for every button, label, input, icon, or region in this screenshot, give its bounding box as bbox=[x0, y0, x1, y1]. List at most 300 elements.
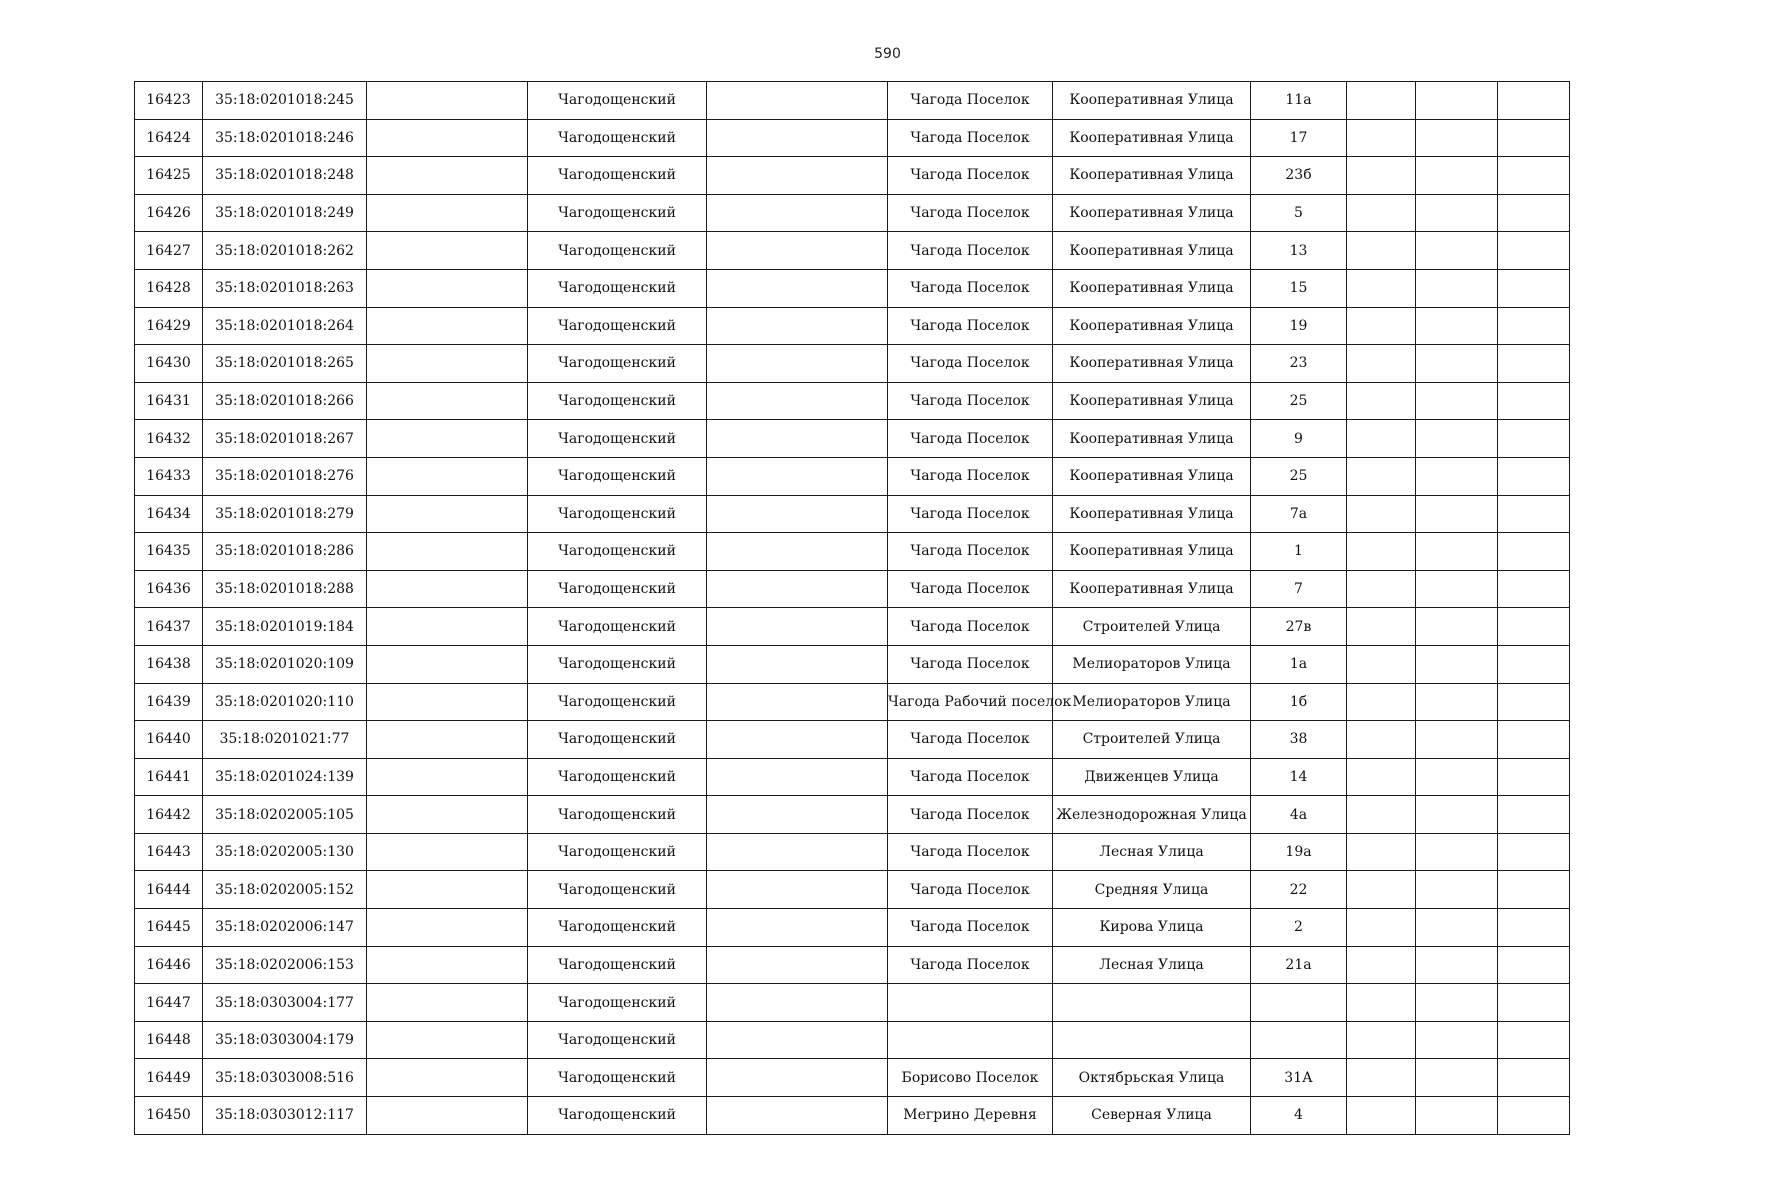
row-number-cell: 16439 bbox=[135, 683, 203, 721]
table-row bbox=[135, 984, 1570, 1022]
row-number-cell: 16423 bbox=[135, 82, 203, 120]
street-cell: Кооперативная Улица bbox=[1053, 420, 1251, 458]
street-cell: Кооперативная Улица bbox=[1053, 457, 1251, 495]
district-cell: Чагодощенский bbox=[528, 946, 707, 984]
empty-cell bbox=[707, 909, 888, 947]
cadastral-number-cell: 35:18:0201018:246 bbox=[203, 119, 367, 157]
empty-cell bbox=[1498, 909, 1570, 947]
row-number-cell: 16448 bbox=[135, 1021, 203, 1059]
row-number-cell: 16438 bbox=[135, 645, 203, 683]
street-cell: Кооперативная Улица bbox=[1053, 345, 1251, 383]
row-number-cell: 16432 bbox=[135, 420, 203, 458]
empty-cell bbox=[1347, 1059, 1416, 1097]
empty-cell bbox=[367, 345, 528, 383]
empty-cell bbox=[707, 119, 888, 157]
empty-cell bbox=[1498, 345, 1570, 383]
row-number-cell: 16444 bbox=[135, 871, 203, 909]
empty-cell bbox=[1416, 495, 1498, 533]
empty-cell bbox=[1416, 984, 1498, 1022]
row-number-cell: 16426 bbox=[135, 194, 203, 232]
district-cell: Чагодощенский bbox=[528, 909, 707, 947]
empty-cell bbox=[1416, 1097, 1498, 1135]
empty-cell bbox=[367, 495, 528, 533]
table-row bbox=[135, 495, 1570, 533]
empty-cell bbox=[1498, 1021, 1570, 1059]
row-number-cell: 16424 bbox=[135, 119, 203, 157]
settlement-cell: Чагода Поселок bbox=[888, 420, 1053, 458]
empty-cell bbox=[367, 457, 528, 495]
street-cell: Кооперативная Улица bbox=[1053, 307, 1251, 345]
district-cell: Чагодощенский bbox=[528, 871, 707, 909]
empty-cell bbox=[1498, 608, 1570, 646]
page-number: 590 bbox=[874, 46, 901, 62]
empty-cell bbox=[1347, 420, 1416, 458]
empty-cell bbox=[1416, 194, 1498, 232]
district-cell: Чагодощенский bbox=[528, 984, 707, 1022]
cadastral-number-cell: 35:18:0201018:248 bbox=[203, 157, 367, 195]
empty-cell bbox=[1347, 796, 1416, 834]
cadastral-number-cell: 35:18:0201024:139 bbox=[203, 758, 367, 796]
empty-cell bbox=[1347, 495, 1416, 533]
empty-cell bbox=[707, 1021, 888, 1059]
district-cell: Чагодощенский bbox=[528, 82, 707, 120]
empty-cell bbox=[707, 758, 888, 796]
empty-cell bbox=[367, 871, 528, 909]
row-number-cell: 16441 bbox=[135, 758, 203, 796]
street-cell: Кооперативная Улица bbox=[1053, 157, 1251, 195]
empty-cell bbox=[1498, 420, 1570, 458]
district-cell: Чагодощенский bbox=[528, 157, 707, 195]
row-number-cell: 16433 bbox=[135, 457, 203, 495]
row-number-cell: 16447 bbox=[135, 984, 203, 1022]
empty-cell bbox=[1347, 382, 1416, 420]
empty-cell bbox=[707, 157, 888, 195]
settlement-cell: Чагода Поселок bbox=[888, 269, 1053, 307]
empty-cell bbox=[1416, 82, 1498, 120]
settlement-cell: Чагода Поселок bbox=[888, 82, 1053, 120]
empty-cell bbox=[1498, 307, 1570, 345]
empty-cell bbox=[707, 420, 888, 458]
empty-cell bbox=[707, 82, 888, 120]
settlement-cell: Чагода Поселок bbox=[888, 946, 1053, 984]
street-cell: Строителей Улица bbox=[1053, 721, 1251, 759]
empty-cell bbox=[1498, 984, 1570, 1022]
empty-cell bbox=[1347, 457, 1416, 495]
district-cell: Чагодощенский bbox=[528, 232, 707, 270]
house-number-cell bbox=[1251, 984, 1347, 1022]
empty-cell bbox=[1347, 307, 1416, 345]
table-row bbox=[135, 269, 1570, 307]
district-cell: Чагодощенский bbox=[528, 269, 707, 307]
table-row bbox=[135, 645, 1570, 683]
empty-cell bbox=[707, 1059, 888, 1097]
empty-cell bbox=[1347, 608, 1416, 646]
empty-cell bbox=[1416, 796, 1498, 834]
cadastral-number-cell: 35:18:0201018:263 bbox=[203, 269, 367, 307]
street-cell: Октябрьская Улица bbox=[1053, 1059, 1251, 1097]
empty-cell bbox=[1498, 796, 1570, 834]
empty-cell bbox=[707, 645, 888, 683]
empty-cell bbox=[1347, 721, 1416, 759]
cadastral-number-cell: 35:18:0201018:286 bbox=[203, 533, 367, 571]
cadastral-number-cell: 35:18:0201019:184 bbox=[203, 608, 367, 646]
registry-body bbox=[135, 82, 1570, 1135]
street-cell: Лесная Улица bbox=[1053, 833, 1251, 871]
empty-cell bbox=[707, 232, 888, 270]
empty-cell bbox=[1498, 382, 1570, 420]
cadastral-number-cell: 35:18:0201018:265 bbox=[203, 345, 367, 383]
house-number-cell: 11а bbox=[1251, 82, 1347, 120]
table-row bbox=[135, 946, 1570, 984]
district-cell: Чагодощенский bbox=[528, 683, 707, 721]
row-number-cell: 16440 bbox=[135, 721, 203, 759]
cadastral-number-cell: 35:18:0202006:153 bbox=[203, 946, 367, 984]
empty-cell bbox=[1498, 871, 1570, 909]
empty-cell bbox=[367, 645, 528, 683]
empty-cell bbox=[1498, 645, 1570, 683]
house-number-cell: 7а bbox=[1251, 495, 1347, 533]
house-number-cell: 25 bbox=[1251, 382, 1347, 420]
table-row bbox=[135, 157, 1570, 195]
empty-cell bbox=[367, 570, 528, 608]
empty-cell bbox=[707, 495, 888, 533]
table-row bbox=[135, 1097, 1570, 1135]
empty-cell bbox=[1347, 645, 1416, 683]
settlement-cell: Чагода Поселок bbox=[888, 533, 1053, 571]
empty-cell bbox=[1416, 683, 1498, 721]
table-row bbox=[135, 608, 1570, 646]
table-row bbox=[135, 1059, 1570, 1097]
cadastral-number-cell: 35:18:0202005:152 bbox=[203, 871, 367, 909]
cadastral-number-cell: 35:18:0202005:130 bbox=[203, 833, 367, 871]
house-number-cell: 7 bbox=[1251, 570, 1347, 608]
settlement-cell: Чагода Поселок bbox=[888, 382, 1053, 420]
empty-cell bbox=[1416, 345, 1498, 383]
table-row bbox=[135, 871, 1570, 909]
row-number-cell: 16431 bbox=[135, 382, 203, 420]
table-row bbox=[135, 382, 1570, 420]
empty-cell bbox=[1347, 119, 1416, 157]
street-cell bbox=[1053, 1021, 1251, 1059]
district-cell: Чагодощенский bbox=[528, 533, 707, 571]
empty-cell bbox=[1347, 871, 1416, 909]
district-cell: Чагодощенский bbox=[528, 645, 707, 683]
empty-cell bbox=[1498, 119, 1570, 157]
house-number-cell: 2 bbox=[1251, 909, 1347, 947]
street-cell: Кооперативная Улица bbox=[1053, 269, 1251, 307]
empty-cell bbox=[1498, 457, 1570, 495]
street-cell: Кооперативная Улица bbox=[1053, 570, 1251, 608]
empty-cell bbox=[707, 269, 888, 307]
row-number-cell: 16446 bbox=[135, 946, 203, 984]
empty-cell bbox=[1498, 1059, 1570, 1097]
district-cell: Чагодощенский bbox=[528, 721, 707, 759]
house-number-cell: 27в bbox=[1251, 608, 1347, 646]
row-number-cell: 16450 bbox=[135, 1097, 203, 1135]
empty-cell bbox=[1416, 119, 1498, 157]
empty-cell bbox=[1347, 570, 1416, 608]
house-number-cell: 1 bbox=[1251, 533, 1347, 571]
table-row bbox=[135, 758, 1570, 796]
empty-cell bbox=[1416, 420, 1498, 458]
street-cell: Кооперативная Улица bbox=[1053, 232, 1251, 270]
table-row bbox=[135, 721, 1570, 759]
empty-cell bbox=[1498, 833, 1570, 871]
house-number-cell: 23б bbox=[1251, 157, 1347, 195]
house-number-cell: 14 bbox=[1251, 758, 1347, 796]
settlement-cell: Чагода Поселок bbox=[888, 721, 1053, 759]
empty-cell bbox=[707, 570, 888, 608]
settlement-cell: Чагода Поселок bbox=[888, 194, 1053, 232]
row-number-cell: 16435 bbox=[135, 533, 203, 571]
cadastral-number-cell: 35:18:0202005:105 bbox=[203, 796, 367, 834]
table-row bbox=[135, 82, 1570, 120]
table-row bbox=[135, 533, 1570, 571]
empty-cell bbox=[367, 984, 528, 1022]
empty-cell bbox=[1416, 307, 1498, 345]
empty-cell bbox=[367, 1021, 528, 1059]
house-number-cell: 21а bbox=[1251, 946, 1347, 984]
empty-cell bbox=[1498, 157, 1570, 195]
settlement-cell: Чагода Рабочий поселок bbox=[888, 683, 1053, 721]
cadastral-number-cell: 35:18:0303004:177 bbox=[203, 984, 367, 1022]
empty-cell bbox=[1347, 194, 1416, 232]
empty-cell bbox=[1347, 345, 1416, 383]
settlement-cell: Чагода Поселок bbox=[888, 345, 1053, 383]
cadastral-number-cell: 35:18:0201018:279 bbox=[203, 495, 367, 533]
empty-cell bbox=[367, 533, 528, 571]
table-row bbox=[135, 570, 1570, 608]
registry-table bbox=[134, 81, 1570, 1135]
district-cell: Чагодощенский bbox=[528, 1097, 707, 1135]
cadastral-number-cell: 35:18:0201018:249 bbox=[203, 194, 367, 232]
table-row bbox=[135, 194, 1570, 232]
district-cell: Чагодощенский bbox=[528, 382, 707, 420]
cadastral-number-cell: 35:18:0201018:262 bbox=[203, 232, 367, 270]
street-cell: Кооперативная Улица bbox=[1053, 82, 1251, 120]
empty-cell bbox=[707, 608, 888, 646]
empty-cell bbox=[367, 194, 528, 232]
house-number-cell bbox=[1251, 1021, 1347, 1059]
empty-cell bbox=[1347, 683, 1416, 721]
empty-cell bbox=[1498, 1097, 1570, 1135]
cadastral-number-cell: 35:18:0201018:245 bbox=[203, 82, 367, 120]
district-cell: Чагодощенский bbox=[528, 345, 707, 383]
settlement-cell: Чагода Поселок bbox=[888, 871, 1053, 909]
empty-cell bbox=[367, 608, 528, 646]
empty-cell bbox=[1416, 232, 1498, 270]
empty-cell bbox=[367, 833, 528, 871]
table-row bbox=[135, 345, 1570, 383]
district-cell: Чагодощенский bbox=[528, 1021, 707, 1059]
table-row bbox=[135, 232, 1570, 270]
house-number-cell: 1б bbox=[1251, 683, 1347, 721]
house-number-cell: 17 bbox=[1251, 119, 1347, 157]
cadastral-number-cell: 35:18:0201018:264 bbox=[203, 307, 367, 345]
row-number-cell: 16427 bbox=[135, 232, 203, 270]
cadastral-number-cell: 35:18:0202006:147 bbox=[203, 909, 367, 947]
empty-cell bbox=[707, 307, 888, 345]
street-cell: Мелиораторов Улица bbox=[1053, 683, 1251, 721]
district-cell: Чагодощенский bbox=[528, 833, 707, 871]
empty-cell bbox=[1347, 157, 1416, 195]
empty-cell bbox=[1498, 683, 1570, 721]
district-cell: Чагодощенский bbox=[528, 307, 707, 345]
cadastral-number-cell: 35:18:0201018:266 bbox=[203, 382, 367, 420]
settlement-cell: Чагода Поселок bbox=[888, 758, 1053, 796]
settlement-cell: Чагода Поселок bbox=[888, 157, 1053, 195]
empty-cell bbox=[367, 232, 528, 270]
empty-cell bbox=[707, 382, 888, 420]
empty-cell bbox=[1498, 269, 1570, 307]
cadastral-number-cell: 35:18:0201018:276 bbox=[203, 457, 367, 495]
empty-cell bbox=[1347, 232, 1416, 270]
house-number-cell: 13 bbox=[1251, 232, 1347, 270]
empty-cell bbox=[707, 345, 888, 383]
empty-cell bbox=[707, 194, 888, 232]
row-number-cell: 16442 bbox=[135, 796, 203, 834]
empty-cell bbox=[1347, 833, 1416, 871]
row-number-cell: 16445 bbox=[135, 909, 203, 947]
settlement-cell: Чагода Поселок bbox=[888, 232, 1053, 270]
settlement-cell: Чагода Поселок bbox=[888, 909, 1053, 947]
empty-cell bbox=[707, 796, 888, 834]
table-row bbox=[135, 833, 1570, 871]
street-cell: Лесная Улица bbox=[1053, 946, 1251, 984]
house-number-cell: 38 bbox=[1251, 721, 1347, 759]
empty-cell bbox=[367, 721, 528, 759]
empty-cell bbox=[1347, 1097, 1416, 1135]
house-number-cell: 22 bbox=[1251, 871, 1347, 909]
empty-cell bbox=[1416, 871, 1498, 909]
empty-cell bbox=[707, 533, 888, 571]
table-row bbox=[135, 457, 1570, 495]
street-cell: Северная Улица bbox=[1053, 1097, 1251, 1135]
cadastral-number-cell: 35:18:0303004:179 bbox=[203, 1021, 367, 1059]
empty-cell bbox=[1416, 382, 1498, 420]
district-cell: Чагодощенский bbox=[528, 570, 707, 608]
row-number-cell: 16425 bbox=[135, 157, 203, 195]
house-number-cell: 9 bbox=[1251, 420, 1347, 458]
empty-cell bbox=[1416, 570, 1498, 608]
empty-cell bbox=[1416, 721, 1498, 759]
empty-cell bbox=[1498, 533, 1570, 571]
settlement-cell: Чагода Поселок bbox=[888, 796, 1053, 834]
cadastral-number-cell: 35:18:0303012:117 bbox=[203, 1097, 367, 1135]
empty-cell bbox=[1416, 269, 1498, 307]
house-number-cell: 23 bbox=[1251, 345, 1347, 383]
street-cell: Кирова Улица bbox=[1053, 909, 1251, 947]
street-cell: Кооперативная Улица bbox=[1053, 194, 1251, 232]
empty-cell bbox=[1347, 984, 1416, 1022]
empty-cell bbox=[367, 82, 528, 120]
district-cell: Чагодощенский bbox=[528, 796, 707, 834]
house-number-cell: 31А bbox=[1251, 1059, 1347, 1097]
district-cell: Чагодощенский bbox=[528, 1059, 707, 1097]
district-cell: Чагодощенский bbox=[528, 194, 707, 232]
empty-cell bbox=[367, 683, 528, 721]
settlement-cell: Чагода Поселок bbox=[888, 645, 1053, 683]
empty-cell bbox=[707, 984, 888, 1022]
row-number-cell: 16428 bbox=[135, 269, 203, 307]
settlement-cell: Чагода Поселок bbox=[888, 307, 1053, 345]
table-row bbox=[135, 119, 1570, 157]
district-cell: Чагодощенский bbox=[528, 119, 707, 157]
house-number-cell: 4а bbox=[1251, 796, 1347, 834]
row-number-cell: 16449 bbox=[135, 1059, 203, 1097]
row-number-cell: 16436 bbox=[135, 570, 203, 608]
empty-cell bbox=[1416, 157, 1498, 195]
street-cell: Кооперативная Улица bbox=[1053, 382, 1251, 420]
house-number-cell: 5 bbox=[1251, 194, 1347, 232]
empty-cell bbox=[707, 721, 888, 759]
street-cell bbox=[1053, 984, 1251, 1022]
empty-cell bbox=[1347, 946, 1416, 984]
empty-cell bbox=[1347, 82, 1416, 120]
empty-cell bbox=[1498, 570, 1570, 608]
empty-cell bbox=[1416, 1021, 1498, 1059]
empty-cell bbox=[1498, 758, 1570, 796]
district-cell: Чагодощенский bbox=[528, 420, 707, 458]
empty-cell bbox=[367, 157, 528, 195]
empty-cell bbox=[1347, 533, 1416, 571]
empty-cell bbox=[367, 946, 528, 984]
street-cell: Мелиораторов Улица bbox=[1053, 645, 1251, 683]
table-row bbox=[135, 796, 1570, 834]
settlement-cell: Чагода Поселок bbox=[888, 570, 1053, 608]
house-number-cell: 4 bbox=[1251, 1097, 1347, 1135]
empty-cell bbox=[1347, 1021, 1416, 1059]
empty-cell bbox=[1416, 758, 1498, 796]
street-cell: Кооперативная Улица bbox=[1053, 533, 1251, 571]
empty-cell bbox=[367, 307, 528, 345]
district-cell: Чагодощенский bbox=[528, 457, 707, 495]
street-cell: Средняя Улица bbox=[1053, 871, 1251, 909]
cadastral-number-cell: 35:18:0201018:267 bbox=[203, 420, 367, 458]
district-cell: Чагодощенский bbox=[528, 608, 707, 646]
settlement-cell bbox=[888, 1021, 1053, 1059]
street-cell: Железнодорожная Улица bbox=[1053, 796, 1251, 834]
empty-cell bbox=[367, 382, 528, 420]
empty-cell bbox=[367, 796, 528, 834]
cadastral-number-cell: 35:18:0201021:77 bbox=[203, 721, 367, 759]
settlement-cell: Чагода Поселок bbox=[888, 608, 1053, 646]
empty-cell bbox=[367, 909, 528, 947]
empty-cell bbox=[367, 1097, 528, 1135]
empty-cell bbox=[1498, 194, 1570, 232]
empty-cell bbox=[707, 871, 888, 909]
empty-cell bbox=[1416, 608, 1498, 646]
settlement-cell: Мегрино Деревня bbox=[888, 1097, 1053, 1135]
house-number-cell: 1а bbox=[1251, 645, 1347, 683]
district-cell: Чагодощенский bbox=[528, 495, 707, 533]
empty-cell bbox=[1416, 533, 1498, 571]
empty-cell bbox=[1347, 758, 1416, 796]
table-row bbox=[135, 909, 1570, 947]
table-row bbox=[135, 307, 1570, 345]
settlement-cell: Борисово Поселок bbox=[888, 1059, 1053, 1097]
empty-cell bbox=[1416, 833, 1498, 871]
table-row bbox=[135, 1021, 1570, 1059]
cadastral-number-cell: 35:18:0201018:288 bbox=[203, 570, 367, 608]
house-number-cell: 15 bbox=[1251, 269, 1347, 307]
settlement-cell bbox=[888, 984, 1053, 1022]
empty-cell bbox=[1416, 645, 1498, 683]
empty-cell bbox=[1498, 721, 1570, 759]
settlement-cell: Чагода Поселок bbox=[888, 495, 1053, 533]
empty-cell bbox=[1416, 946, 1498, 984]
empty-cell bbox=[367, 420, 528, 458]
